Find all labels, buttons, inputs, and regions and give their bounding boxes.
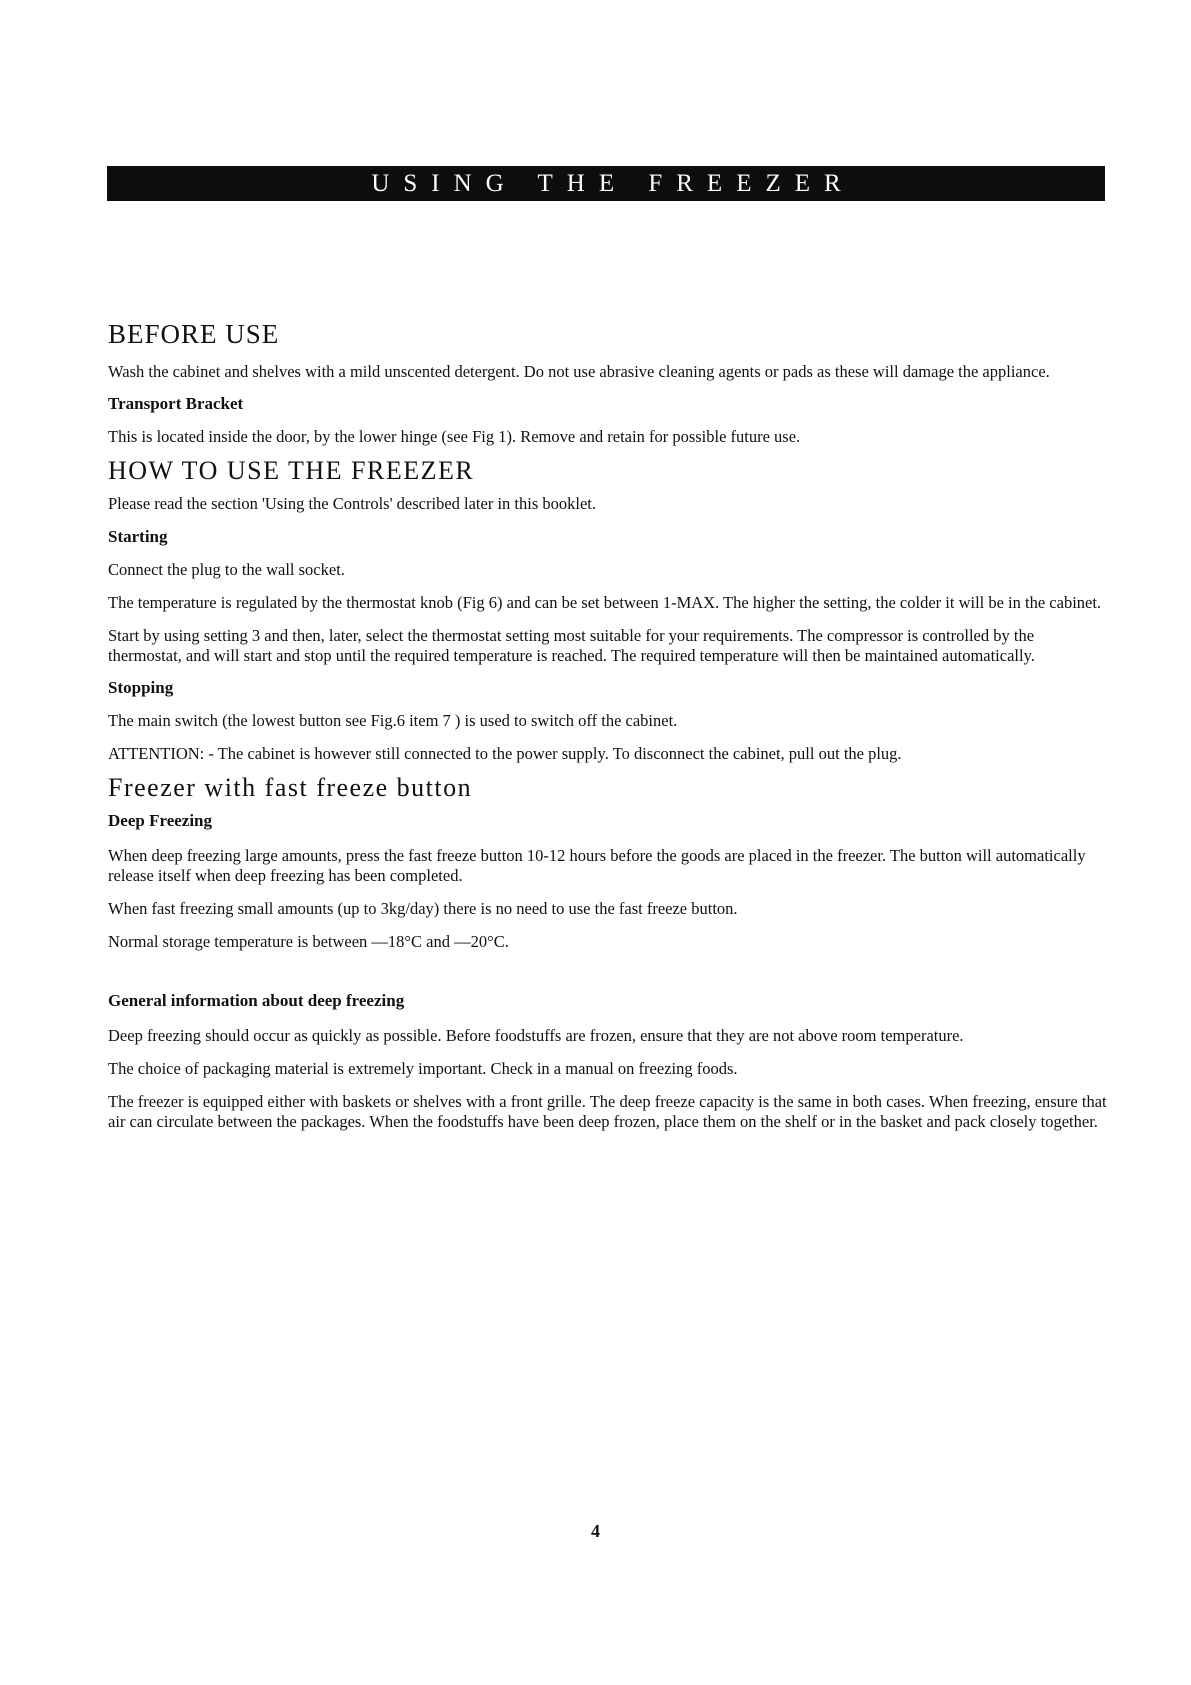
- general-info-paragraph-1: Deep freezing should occur as quickly as possible. Before foodstuffs are frozen, ensure that they are not above room temperature.: [108, 1025, 964, 1045]
- general-info-paragraph-2: The choice of packaging material is extremely important. Check in a manual on freezing foods.: [108, 1058, 738, 1078]
- page-banner: USING THE FREEZER: [107, 166, 1105, 201]
- starting-paragraph-3: Start by using setting 3 and then, later, select the thermostat setting most suitable for your requirements. The compressor is controlled by the thermostat, and will start and stop until the required temperature is reached. The required temperature will then be maintained automatically.: [108, 626, 1035, 666]
- starting-paragraph-2: The temperature is regulated by the thermostat knob (Fig 6) and can be set between 1-MAX. The higher the setting, the colder it will be in the cabinet.: [108, 593, 1102, 613]
- before-use-heading: BEFORE USE: [108, 319, 280, 349]
- transport-bracket-heading: Transport Bracket: [108, 393, 244, 413]
- general-info-heading: General information about deep freezing: [108, 990, 405, 1010]
- page-number: 4: [591, 1521, 600, 1541]
- fast-freeze-heading: Freezer with fast freeze button: [108, 773, 473, 803]
- how-to-use-heading: HOW TO USE THE FREEZER: [108, 455, 475, 485]
- starting-paragraph-1: Connect the plug to the wall socket.: [108, 560, 345, 580]
- stopping-heading: Stopping: [108, 678, 174, 698]
- stopping-paragraph-2: ATTENTION: - The cabinet is however still connected to the power supply. To disconnect the cabinet, pull out the plug.: [108, 744, 902, 764]
- stopping-paragraph-1: The main switch (the lowest button see Fig.6 item 7 ) is used to switch off the cabinet.: [108, 711, 678, 731]
- starting-heading: Starting: [108, 527, 168, 547]
- storage-temperature-paragraph: Normal storage temperature is between —18°C and —20°C.: [108, 931, 509, 951]
- deep-freezing-paragraph-1: When deep freezing large amounts, press the fast freeze button 10-12 hours before the goods are placed in the freezer. The button will automatically release itself when deep freezing has been completed.: [108, 845, 1086, 885]
- deep-freezing-paragraph-2: When fast freezing small amounts (up to 3kg/day) there is no need to use the fast freeze button.: [108, 898, 738, 918]
- page-content: [108, 320, 1108, 1132]
- transport-bracket-text: This is located inside the door, by the lower hinge (see Fig 1). Remove and retain for possible future use.: [108, 426, 801, 446]
- before-use-intro: Wash the cabinet and shelves with a mild unscented detergent. Do not use abrasive cleaning agents or pads as these will damage the appliance.: [108, 361, 1050, 381]
- general-info-paragraph-3: The freezer is equipped either with baskets or shelves with a front grille. The deep freeze capacity is the same in both cases. When freezing, ensure that air can circulate between the packages. When the foodstuffs have been deep frozen, place them on the shelf or in the basket and pack closely together.: [108, 1091, 1107, 1131]
- how-to-use-intro: Please read the section 'Using the Controls' described later in this booklet.: [108, 494, 596, 514]
- deep-freezing-heading: Deep Freezing: [108, 810, 213, 830]
